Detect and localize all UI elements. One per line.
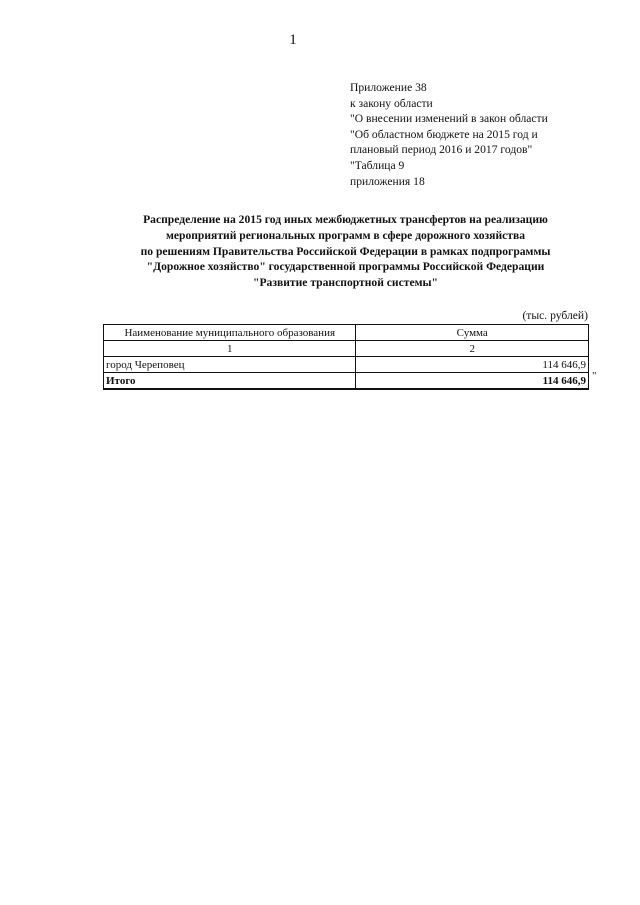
document-title [98, 212, 593, 291]
closing-quote: " [592, 370, 597, 382]
column-number-1: 1 [104, 341, 356, 357]
total-row [104, 373, 589, 390]
title-line: мероприятий региональных программ в сфере дорожного хозяйства [165, 228, 526, 242]
header-municipality: Наименование муниципального образования [104, 325, 356, 341]
header-amount: Сумма [356, 325, 589, 341]
appendix-line: к закону области [350, 96, 433, 110]
total-label: Итого [104, 373, 356, 390]
column-number-row [104, 341, 589, 357]
appendix-line: "Таблица 9 [350, 158, 405, 172]
municipality-amount: 114 646,9 [356, 357, 589, 373]
title-line: по решениям Правительства Российской Федерации в рамках подпрограммы [140, 244, 551, 258]
appendix-line: "О внесении изменений в закон области [350, 112, 548, 126]
appendix-line: Приложение 38 [350, 81, 427, 94]
appendix-reference [350, 80, 590, 189]
appendix-line: приложения 18 [350, 174, 425, 188]
title-line: "Развитие транспортной системы" [253, 276, 438, 290]
title-line: "Дорожное хозяйство" государственной программы Российской Федерации [146, 260, 545, 274]
page-number: 1 [289, 32, 297, 48]
table-row [104, 357, 589, 373]
municipality-name: город Череповец [104, 357, 356, 373]
table-header-row [104, 325, 589, 341]
total-amount: 114 646,9 [356, 373, 589, 390]
appendix-line: плановый период 2016 и 2017 годов" [350, 143, 533, 157]
column-number-2: 2 [356, 341, 589, 357]
budget-table [103, 324, 589, 390]
units-note: (тыс. рублей) [522, 309, 588, 322]
title-line: Распределение на 2015 год иных межбюджетных трансфертов на реализацию [143, 213, 548, 226]
appendix-line: "Об областном бюджете на 2015 год и [350, 127, 538, 141]
